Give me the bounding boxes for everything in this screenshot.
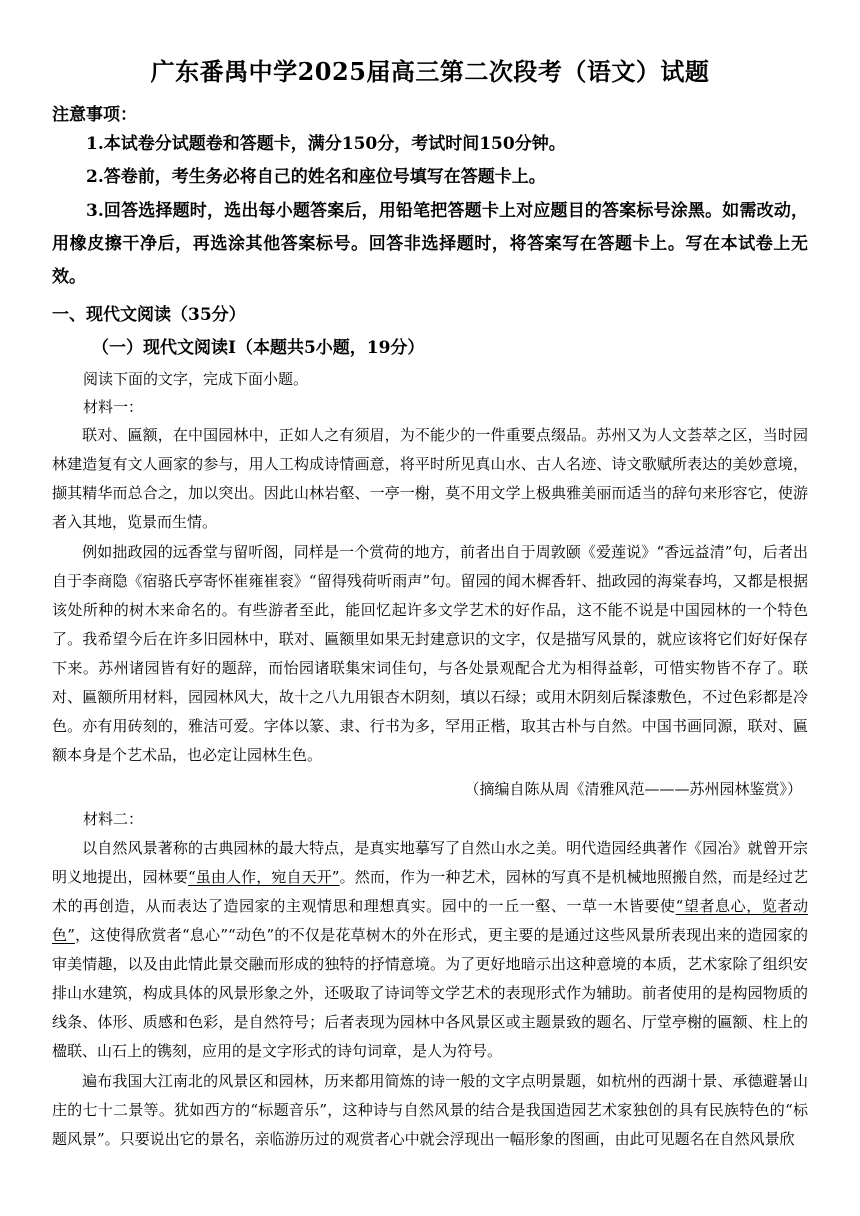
notice-item-1: 1.本试卷分试题卷和答题卡，满分150分，考试时间150分钟。 [86,134,566,154]
notice-item-2: 2.答卷前，考生务必将自己的姓名和座位号填写在答题卡上。 [86,167,546,187]
material-1-label: 材料一： [83,398,144,416]
material-1-source: （摘编自陈从周《清雅风范———苏州园林鉴赏》） [464,780,802,798]
material-2-paragraph-1 [52,834,808,1066]
material-2-paragraph-2 [52,1067,808,1154]
reading-instruction: 阅读下面的文字，完成下面小题。 [83,370,309,388]
subsection-heading: （一）现代文阅读Ⅰ（本题共5小题，19分） [92,338,425,358]
material-2-paragraph-1-text-a: 以自然风景著称的古典园林的最大特点，是真实地摹写了自然山水之美。明代造园经典著作《园冶》就曾开宗明义地提出，园林要 [52,839,808,886]
document-title: 广东番禺中学2025届高三第二次段考（语文）试题 [150,57,710,86]
material-2-paragraph-2-text: 遍布我国大江南北的风景区和园林，历来都用简炼的诗一般的文字点明景题，如杭州的西湖十景、承德避暑山庄的七十二景等。犹如西方的“标题音乐”，这种诗与自然风景的结合是我国造园艺术家独创的具有民族特色的“标题风景”。只要说出它的景名，亲临游历过的观赏者心中就会浮现出一幅形象的图画，由此可见题名在自然风景欣 [52,1072,808,1148]
notice-item-3: 3.回答选择题时，选出每小题答案后，用铅笔把答题卡上对应题目的答案标号涂黑。如需改动，用橡皮擦干净后，再选涂其他答案标号。回答非选择题时，将答案写在答题卡上。写在本试卷上无效。 [52,201,808,287]
material-1-paragraph-1 [52,421,808,537]
material-1-paragraph-2 [52,538,808,770]
section-heading: 一、现代文阅读（35分） [52,305,246,325]
material-2-label: 材料二： [83,810,144,828]
material-1-paragraph-1-text: 联对、匾额，在中国园林中，正如人之有须眉，为不能少的一件重要点缀品。苏州又为人文荟萃之区，当时园林建造复有文人画家的参与，用人工构成诗情画意，将平时所见真山水、古人名迹、诗文歌赋所表达的美妙意境，撷其精华而总合之，加以突出。因此山林岩壑、一亭一榭，莫不用文学上极典雅美丽而适当的辞句来形容它，使游者入其地，览景而生情。 [52,426,808,531]
underlined-quote-2: “望者息心，览者动色” [52,897,808,944]
material-2-paragraph-1-text-b: 。然而，作为一种艺术，园林的写真不是机械地照搬自然，而是经过艺术的再创造，从而表达了造园家的主观情思和理想真实。园中的一丘一壑、一草一木皆要使 [52,868,808,915]
material-1-paragraph-2-text: 例如拙政园的远香堂与留听阁，同样是一个赏荷的地方，前者出自于周敦颐《爱莲说》“香远益清”句，后者出自于李商隐《宿骆氏亭寄怀崔雍崔衮》“留得残荷听雨声”句。留园的闻木樨香轩、拙政园的海棠春坞，又都是根据该处所种的树木来命名的。有些游者至此，能回忆起许多文学艺术的好作品，这不能不说是中国园林的一个特色了。我希望今后在许多旧园林中，联对、匾额里如果无封建意识的文字，仅是描写风景的，就应该将它们好好保存下来。苏州诸园皆有好的题辞，而怡园诸联集宋词佳句，与各处景观配合尤为相得益彰，可惜实物皆不存了。联对、匾额所用材料，园园林风大，故十之八九用银杏木阴刻，填以石绿；或用木阴刻后髹漆敷色，不过色彩都是冷色。亦有用砖刻的，雅洁可爱。字体以篆、隶、行书为多，罕用正楷，取其古朴与自然。中国书画同源，联对、匾额本身是个艺术品，也必定让园林生色。 [52,543,808,764]
material-2-paragraph-1-text-c: ，这使得欣赏者“息心”“动色”的不仅是花草树木的外在形式，更主要的是通过这些风景所表现出来的造园家的审美情趣，以及由此情此景交融而形成的独特的抒情意境。为了更好地暗示出这种意境的本质，艺术家除了组织安排山水建筑，构成具体的风景形象之外，还吸取了诗词等文学艺术的表现形式作为辅助。前者使用的是构园物质的线条、体形、质感和色彩，是自然符号；后者表现为园林中各风景区或主题景致的题名、厅堂亭榭的匾额、柱上的楹联、山石上的镌刻，应用的是文字形式的诗句词章，是人为符号。 [52,926,808,1060]
notice-heading: 注意事项： [52,105,137,125]
underlined-quote-1: “虽由人作，宛自天开” [188,868,340,886]
